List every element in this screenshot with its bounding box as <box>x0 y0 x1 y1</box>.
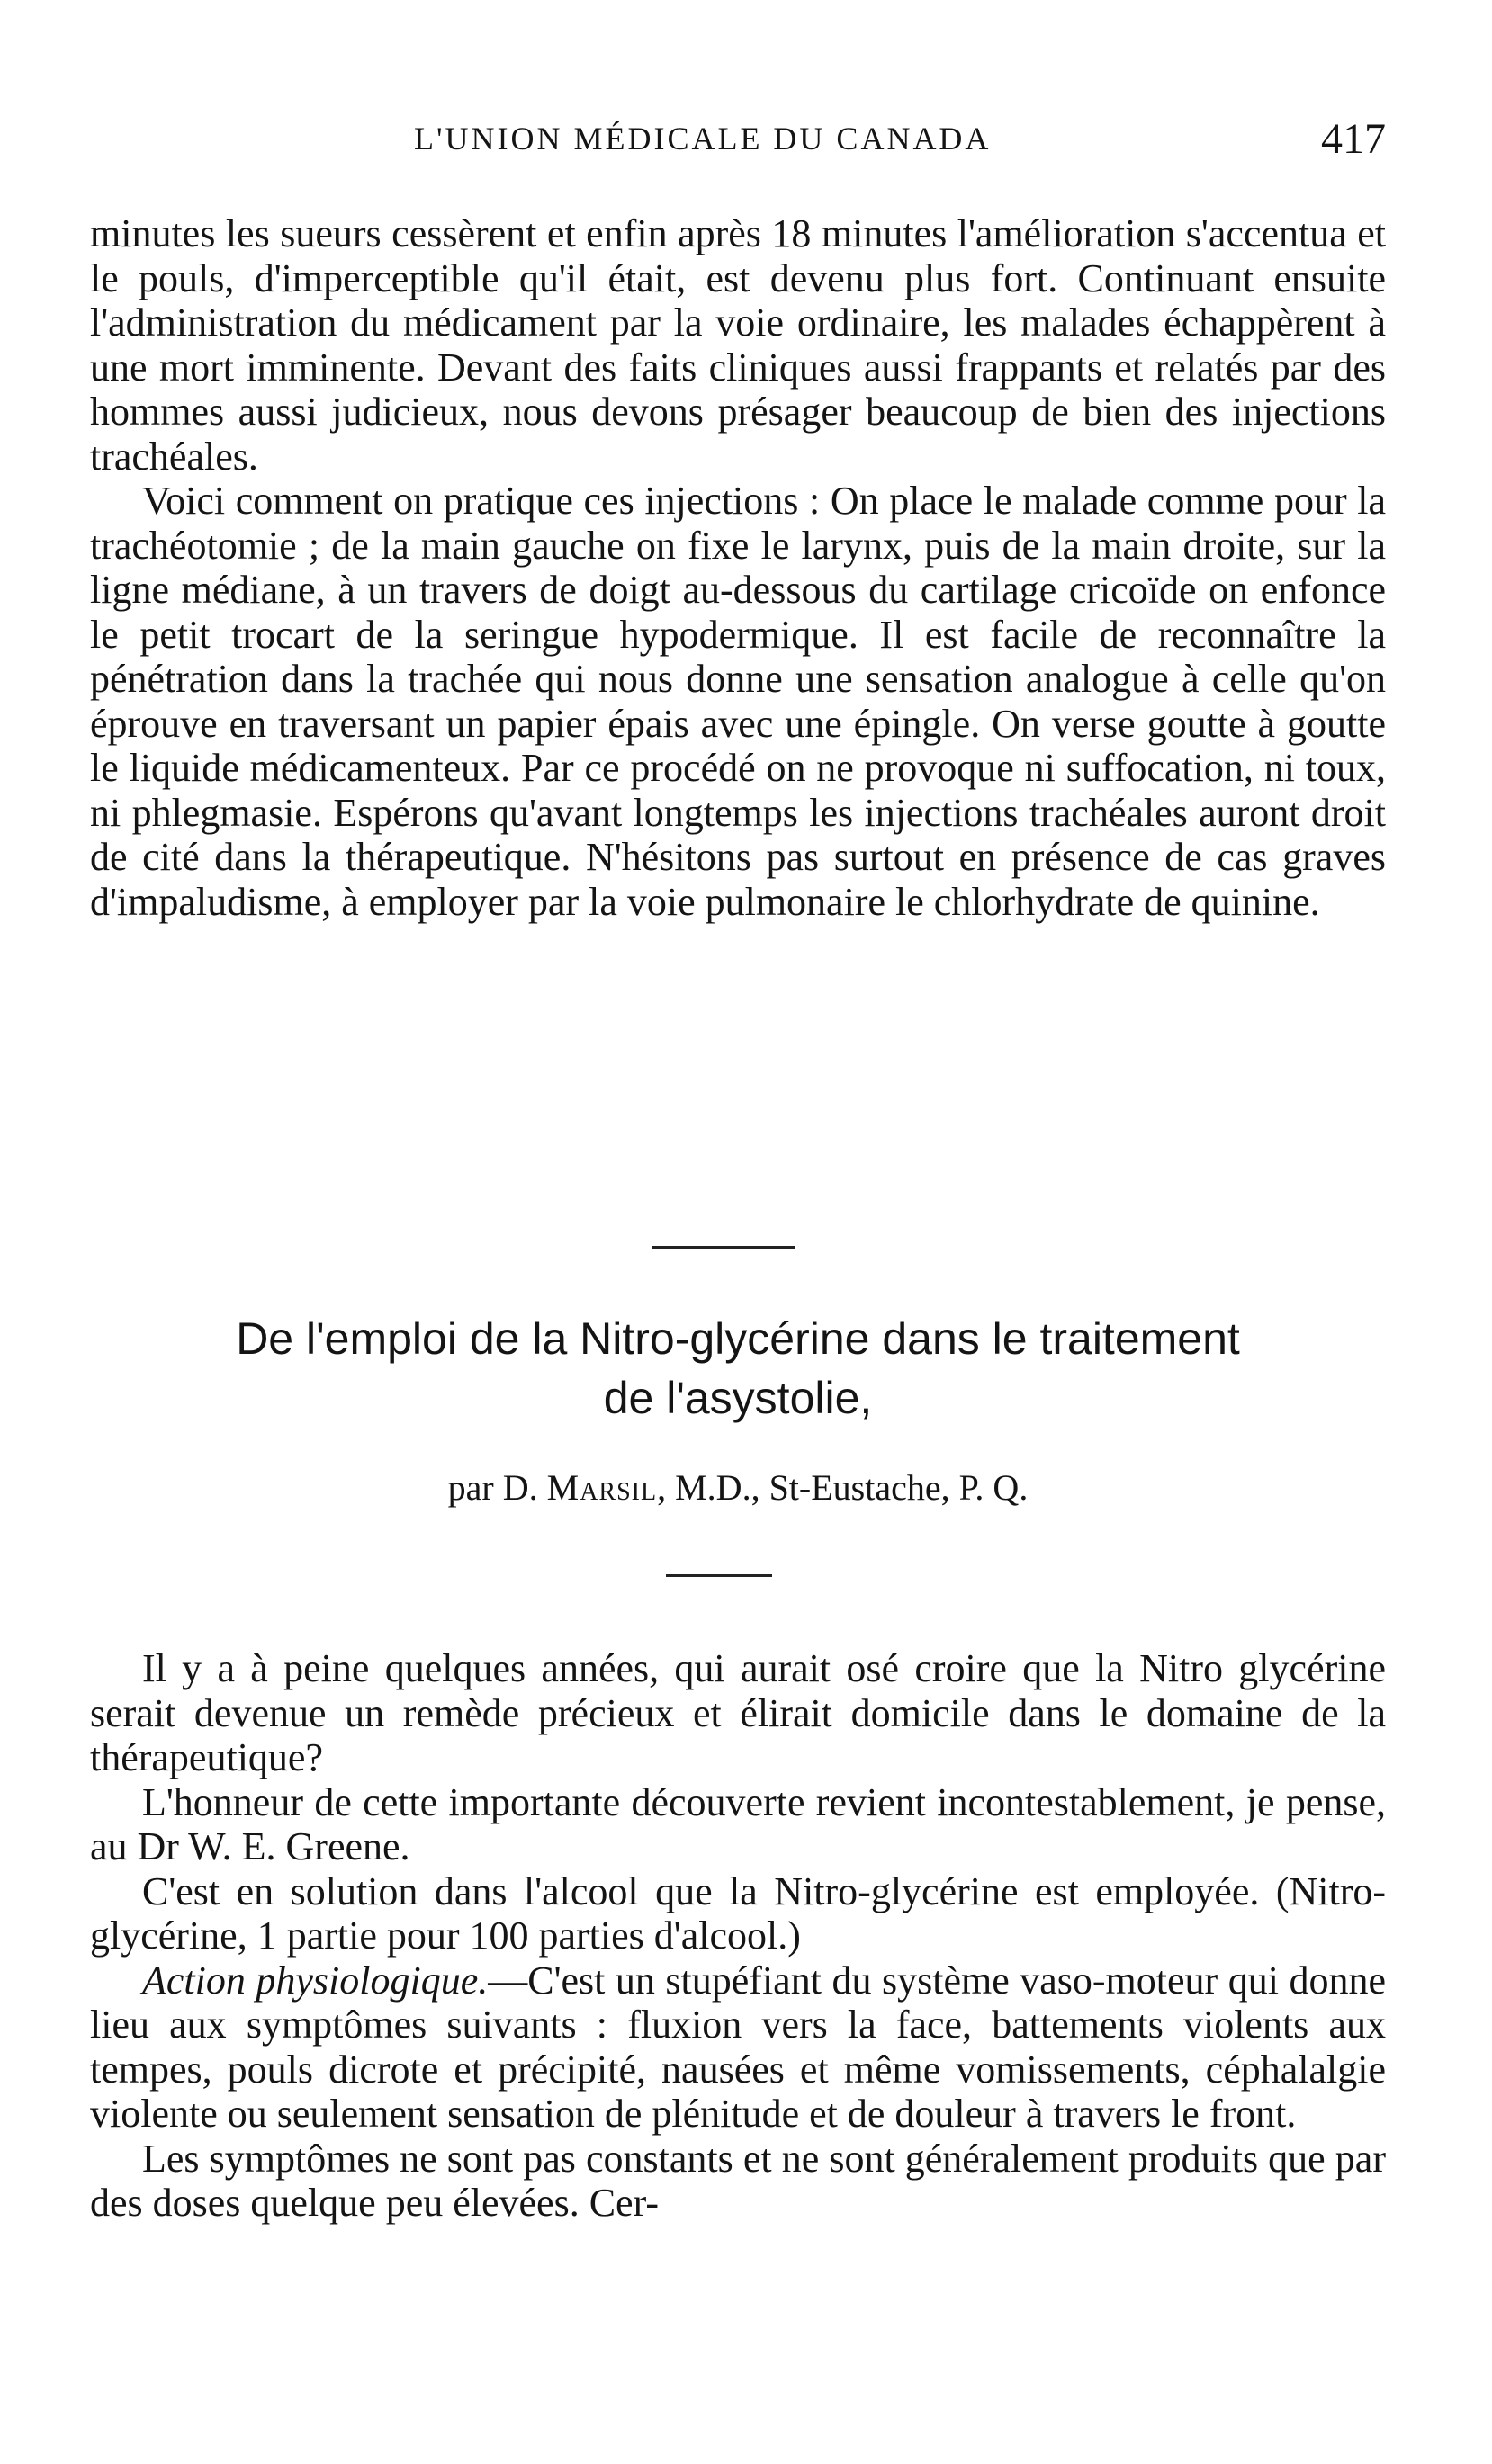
article-body <box>90 1646 1386 2226</box>
paragraph: Voici comment on pratique ces injections : On place le malade comme pour la trachéotomie ; de la main gauche on fixe le larynx, puis de la main droite, sur la ligne médiane, à un travers de doigt au-dessous du cartilage cricoïde on enfonce le petit trocart de la seringue hypodermique. Il est facile de reconnaître la pénétration dans la trachée qui nous donne une sensation analogue à celle qu'on éprouve en traversant un papier épais avec une épingle. On verse goutte à goutte le liquide médicamenteux. Par ce procédé on ne provoque ni suffocation, ni toux, ni phlegmasie. Espérons qu'avant longtemps les injections trachéales auront droit de cité dans la thérapeutique. N'hésitons pas surtout en présence de cas graves d'impaludisme, à employer par la voie pulmonaire le chlorhydrate de quinine. <box>90 479 1386 924</box>
page-header <box>90 115 1386 174</box>
paragraph: C'est en solution dans l'alcool que la Nitro-glycérine est employée. (Nitro-glycérine, 1 partie pour 100 parties d'alcool.) <box>90 1868 1386 1958</box>
page-number: 417 <box>1321 115 1386 163</box>
article-continuation <box>90 211 1386 924</box>
byline-prefix: par D. <box>447 1467 538 1508</box>
byline-suffix: , M.D., St-Eustache, P. Q. <box>657 1467 1029 1508</box>
paragraph: L'honneur de cette importante découverte revient incontestablement, je pense, au Dr W. E. Greene. <box>90 1779 1386 1868</box>
paragraph: Il y a à peine quelques années, qui aurait osé croire que la Nitro glycérine serait devenue un remède précieux et élirait domicile dans le domaine de la thérapeutique? <box>90 1646 1386 1779</box>
article-title-line: De l'emploi de la Nitro-glycérine dans le traitement <box>236 1313 1240 1364</box>
paragraph-text: —C'est un stupéfiant du système vaso-moteur qui donne lieu aux symptômes suivants : fluxion vers la face, battements violents aux tempes, pouls dicrote et précipité, nausées et même vomissements, céphalalgie violente ou seulement sensation de plénitude et de douleur à travers le front. <box>90 1958 1386 2136</box>
byline <box>90 1466 1386 1509</box>
article-title-line: de l'asystolie, <box>603 1373 873 1423</box>
article-title <box>81 1309 1395 1428</box>
paragraph: Les symptômes ne sont pas constants et ne sont généralement produits que par des doses quelque peu élevées. Cer- <box>90 2136 1386 2225</box>
byline-divider <box>666 1574 772 1577</box>
running-head: L'UNION MÉDICALE DU CANADA <box>414 121 992 157</box>
paragraph: minutes les sueurs cessèrent et enfin après 18 minutes l'amélioration s'accentua et le pouls, d'imperceptible qu'il était, est devenu plus fort. Continuant ensuite l'administration du médicament par la voie ordinaire, les malades échappèrent à une mort imminente. Devant des faits cliniques aussi frappants et relatés par des hommes aussi judicieux, nous devons présager beaucoup de bien des injections trachéales. <box>90 211 1386 479</box>
section-divider <box>652 1246 795 1249</box>
subheading: Action physiologique. <box>142 1958 489 2003</box>
paragraph <box>90 1958 1386 2137</box>
byline-author: Marsil <box>546 1467 658 1508</box>
